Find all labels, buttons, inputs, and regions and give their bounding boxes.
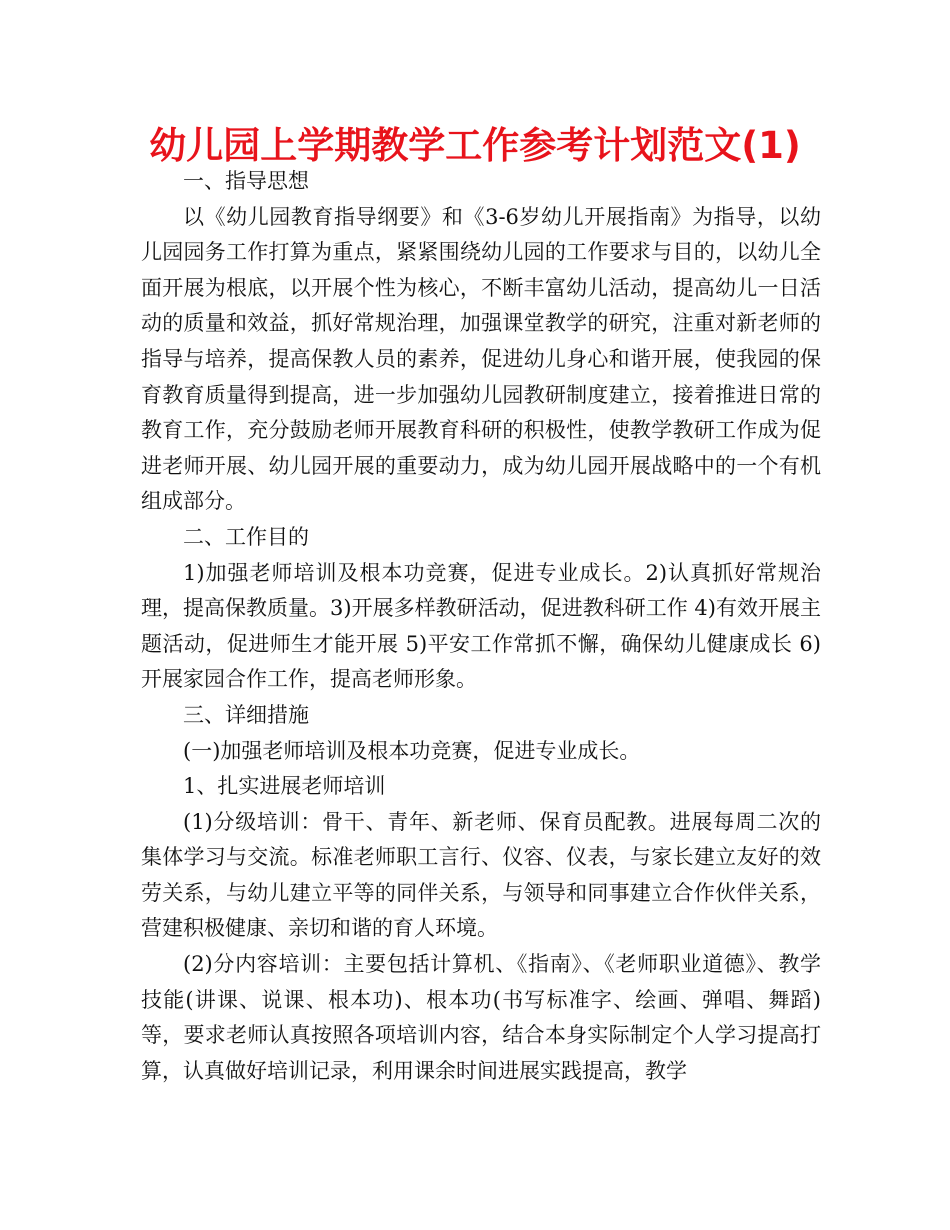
section-heading-measures: 三、详细措施 bbox=[183, 702, 309, 727]
paragraph-content-training: (2)分内容培训：主要包括计算机、《指南》、《老师职业道德》、教学技能(讲课、说课、根本功)、根本功(书写标准字、绘画、弹唱、舞蹈)等，要求老师认真按照各项培训内容，结合本身实际制定个人学习提高打算，认真做好培训记录，利用课余时间进展实践提高，教学 bbox=[141, 952, 821, 1083]
document-body bbox=[141, 164, 821, 1089]
paragraph-work-goals: 1)加强老师培训及根本功竞赛，促进专业成长。2)认真抓好常规治理，提高保教质量。3)开展多样教研活动，促进教科研工作 4)有效开展主题活动，促进师生才能开展 5)平安工作常抓不懈，确保幼儿健康成长 6)开展家园合作工作，提高老师形象。 bbox=[141, 560, 821, 692]
section-heading-work-goals: 二、工作目的 bbox=[183, 524, 309, 549]
section-heading-guiding-thought: 一、指导思想 bbox=[183, 169, 309, 193]
paragraph-guiding-thought: 以《幼儿园教育指导纲要》和《3-6岁幼儿开展指南》为指导，以幼儿园园务工作打算为重点，紧紧围绕幼儿园的工作要求与目的，以幼儿全面开展为根底，以开展个性为核心，不断丰富幼儿活动，提高幼儿一日活动的质量和效益，抓好常规治理，加强课堂教学的研究，注重对新老师的指导与培养，提高保教人员的素养，促进幼儿身心和谐开展，使我园的保育教育质量得到提高，进一步加强幼儿园教研制度建立，接着推进日常的教育工作，充分鼓励老师开展教育科研的积极性，使教学教研工作成为促进老师开展、幼儿园开展的重要动力，成为幼儿园开展战略中的一个有机组成部分。 bbox=[141, 204, 821, 514]
subheading-solid-training: 1、扎实进展老师培训 bbox=[183, 774, 386, 799]
document-title: 幼儿园上学期教学工作参考计划范文(1) bbox=[149, 124, 801, 167]
subheading-teacher-training: (一)加强老师培训及根本功竞赛，促进专业成长。 bbox=[183, 738, 641, 763]
paragraph-level-training: (1)分级培训：骨干、青年、新老师、保育员配教。进展每周二次的集体学习与交流。标准老师职工言行、仪容、仪表，与家长建立友好的效劳关系，与幼儿建立平等的同伴关系，与领导和同事建立合作伙伴关系，营建积极健康、亲切和谐的育人环境。 bbox=[141, 809, 821, 941]
